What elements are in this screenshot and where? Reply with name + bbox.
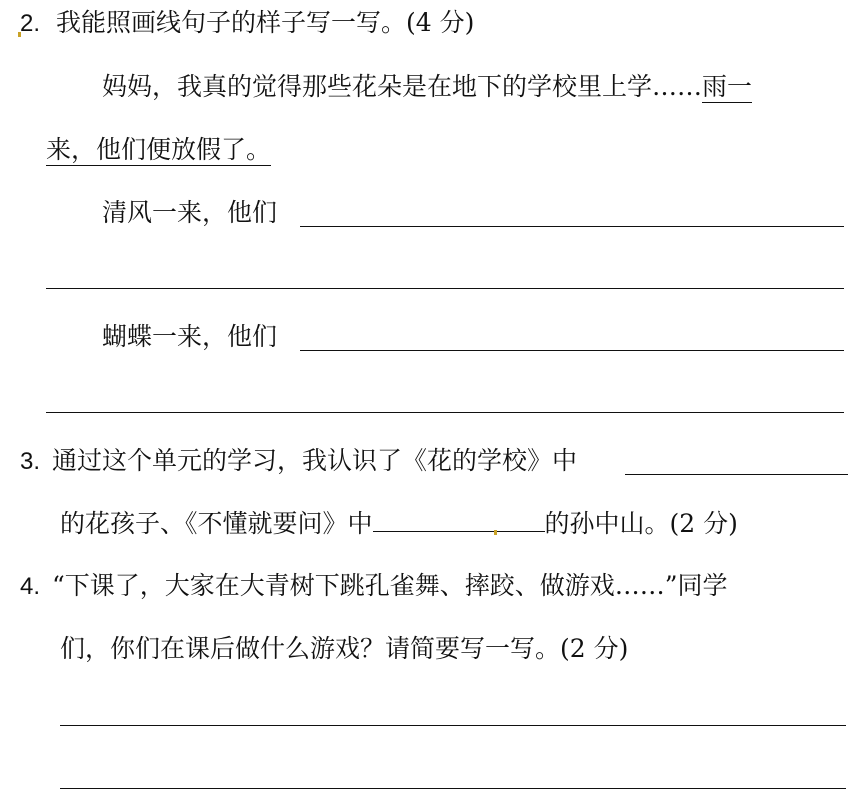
- q2-item-1-lead: 清风一来，他们: [102, 198, 278, 227]
- q4-line-1: [20, 569, 728, 603]
- q2-model-underline-1: 雨一: [702, 72, 753, 101]
- q2-heading: [20, 6, 474, 40]
- q3-line-2: [60, 507, 738, 541]
- q4-answer-line-2[interactable]: [60, 788, 846, 789]
- q2-item-2-answer-line-2[interactable]: [46, 412, 844, 413]
- q3-blank-2[interactable]: [373, 507, 545, 532]
- scan-mark: [494, 530, 497, 535]
- q2-item-2: [102, 320, 277, 354]
- q2-item-1-answer-line[interactable]: [300, 226, 844, 227]
- q2-model-lead: 妈妈，我真的觉得那些花朵是在地下的学校里上学……: [102, 72, 703, 101]
- q2-item-1: [102, 196, 277, 230]
- q2-model-line-2: [46, 133, 271, 167]
- q2-number: 2.: [20, 10, 41, 37]
- q2-model-line-1: [102, 70, 752, 104]
- q3-text-1: 通过这个单元的学习，我认识了《花的学校》中: [51, 446, 577, 475]
- q4-text-1: “下课了，大家在大青树下跳孔雀舞、摔跤、做游戏……”同学: [51, 571, 728, 600]
- q3-number: 3.: [20, 448, 41, 475]
- q4-text-2: 们，你们在课后做什么游戏？请简要写一写。(2 分): [60, 634, 629, 663]
- q3-line-1: [20, 444, 577, 478]
- q3-text-2a: 的花孩子、《不懂就要问》中: [60, 509, 373, 538]
- q4-number: 4.: [20, 573, 41, 600]
- q2-item-1-answer-line-2[interactable]: [46, 288, 844, 289]
- q3-blank-1[interactable]: [625, 474, 848, 475]
- q4-line-2: [60, 632, 628, 666]
- q2-prompt: 我能照画线句子的样子写一写。(4 分): [55, 8, 475, 37]
- q2-item-2-answer-line[interactable]: [300, 350, 844, 351]
- q2-model-underline-2: 来，他们便放假了。: [46, 135, 272, 164]
- q4-answer-line-1[interactable]: [60, 725, 846, 726]
- q3-text-2b: 的孙中山。(2 分): [544, 509, 738, 538]
- q2-item-2-lead: 蝴蝶一来，他们: [102, 322, 278, 351]
